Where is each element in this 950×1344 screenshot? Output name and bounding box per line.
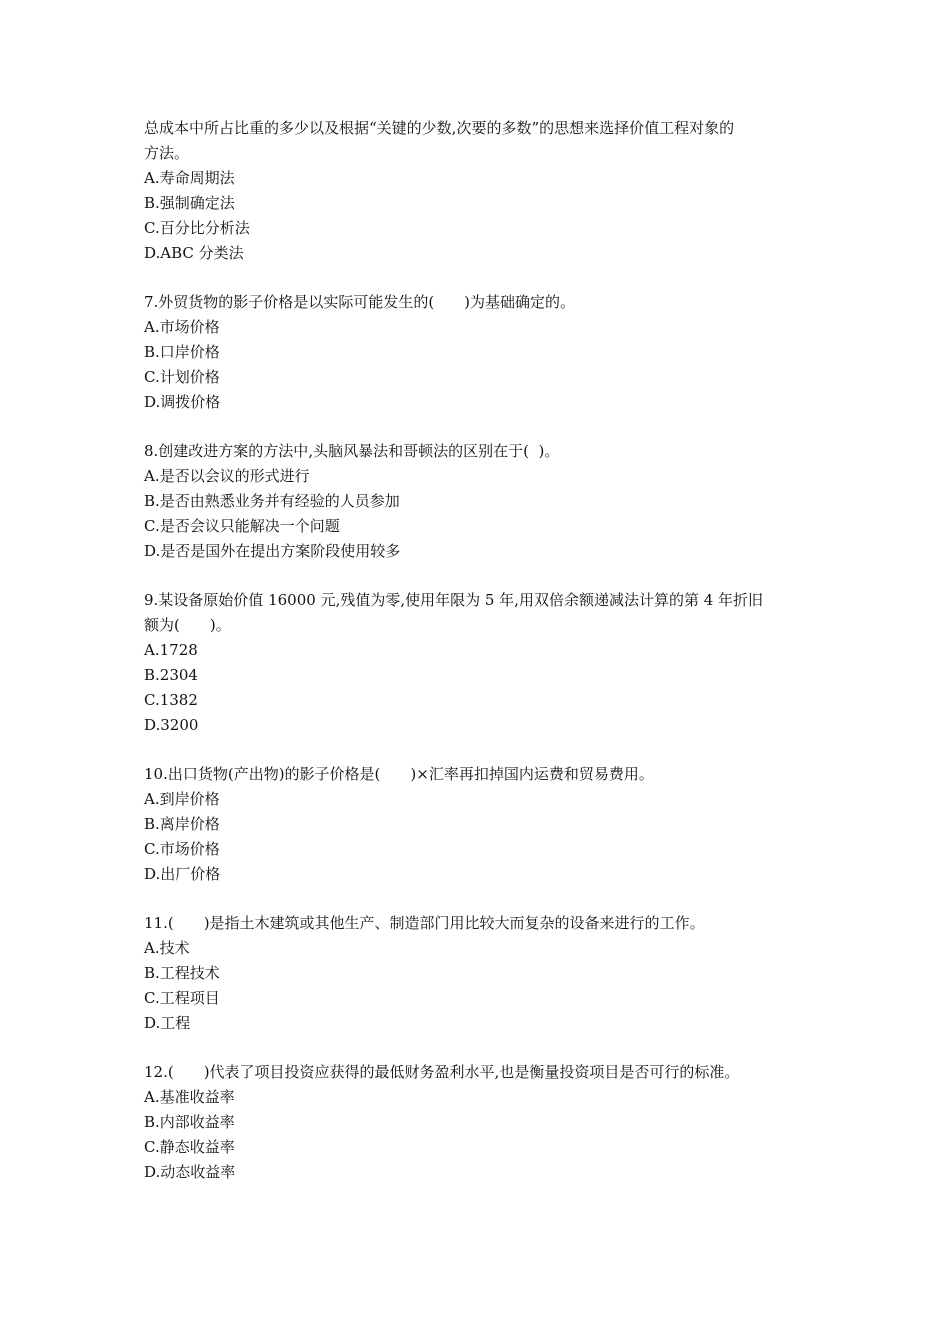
question-stem-line: 总成本中所占比重的多少以及根据“关键的少数,次要的多数”的思想来选择价值工程对象的 xyxy=(144,119,735,137)
question-7 xyxy=(144,290,814,415)
option-b: B.口岸价格 xyxy=(144,343,220,361)
question-stem-line: 12.( )代表了项目投资应获得的最低财务盈利水平,也是衡量投资项目是否可行的标准。 xyxy=(144,1063,740,1081)
question-9 xyxy=(144,588,814,738)
option-a: A.寿命周期法 xyxy=(144,169,235,187)
option-b: B.内部收益率 xyxy=(144,1113,235,1131)
option-a: A.技术 xyxy=(144,939,190,957)
option-c: C.计划价格 xyxy=(144,368,220,386)
option-c: C.是否会议只能解决一个问题 xyxy=(144,517,340,535)
option-d: D.是否是国外在提出方案阶段使用较多 xyxy=(144,542,401,560)
option-d: D.工程 xyxy=(144,1014,191,1032)
question-11 xyxy=(144,911,814,1036)
option-b: B.离岸价格 xyxy=(144,815,220,833)
question-stem-line: 10.出口货物(产出物)的影子价格是( )×汇率再扣掉国内运费和贸易费用。 xyxy=(144,765,654,783)
option-b: B.强制确定法 xyxy=(144,194,235,212)
option-c: C.市场价格 xyxy=(144,840,220,858)
option-d: D.调拨价格 xyxy=(144,393,221,411)
option-a: A.到岸价格 xyxy=(144,790,220,808)
option-c: C.百分比分析法 xyxy=(144,219,250,237)
option-c: C.静态收益率 xyxy=(144,1138,235,1156)
option-d: D.出厂价格 xyxy=(144,865,221,883)
question-10 xyxy=(144,762,814,887)
option-d: D.动态收益率 xyxy=(144,1163,236,1181)
question-12 xyxy=(144,1060,814,1185)
question-8 xyxy=(144,439,814,564)
option-a: A.市场价格 xyxy=(144,318,220,336)
question-stem-line: 额为( )。 xyxy=(144,616,231,634)
option-b: B.工程技术 xyxy=(144,964,220,982)
question-stem-line: 11.( )是指土木建筑或其他生产、制造部门用比较大而复杂的设备来进行的工作。 xyxy=(144,914,705,932)
document-content xyxy=(144,116,814,1209)
option-a: A.1728 xyxy=(144,641,198,659)
option-c: C.工程项目 xyxy=(144,989,220,1007)
option-a: A.是否以会议的形式进行 xyxy=(144,467,310,485)
question-stem-line: 方法。 xyxy=(144,144,190,162)
option-b: B.2304 xyxy=(144,666,198,684)
option-d: D.ABC 分类法 xyxy=(144,244,244,262)
option-b: B.是否由熟悉业务并有经验的人员参加 xyxy=(144,492,400,510)
question-stem-line: 8.创建改进方案的方法中,头脑风暴法和哥顿法的区别在于( )。 xyxy=(144,442,560,460)
option-a: A.基准收益率 xyxy=(144,1088,235,1106)
question-stem-line: 7.外贸货物的影子价格是以实际可能发生的( )为基础确定的。 xyxy=(144,293,576,311)
question-6-continued xyxy=(144,116,814,266)
question-stem-line: 9.某设备原始价值 16000 元,残值为零,使用年限为 5 年,用双倍余额递减法计算的第 4 年折旧 xyxy=(144,591,764,609)
option-c: C.1382 xyxy=(144,691,198,709)
option-d: D.3200 xyxy=(144,716,199,734)
